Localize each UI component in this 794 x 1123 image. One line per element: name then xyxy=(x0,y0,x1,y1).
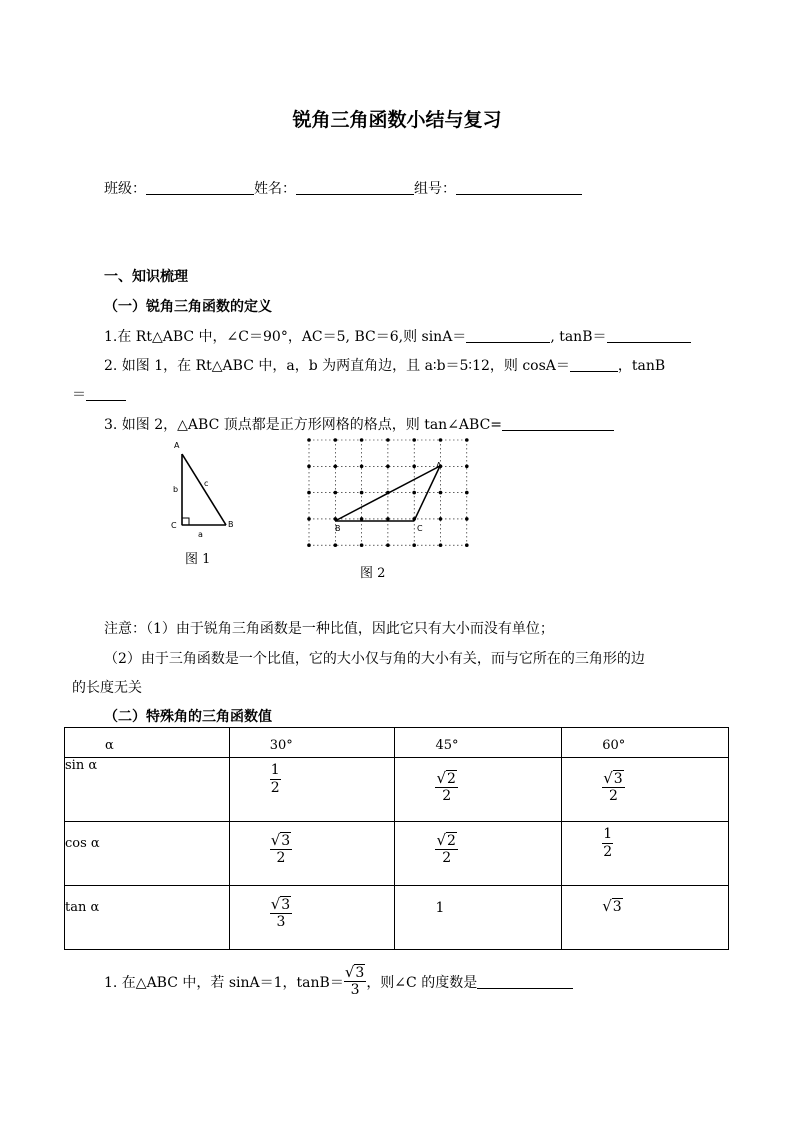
question-1-text: 1.在 Rt△ABC 中，∠C＝90°，AC＝5, BC＝6,则 sinA＝ xyxy=(104,329,467,345)
exercise-1-pre: 1. 在△ABC 中，若 sinA＝1，tanB＝ xyxy=(104,974,344,991)
sin60-rad: 3 xyxy=(613,771,623,787)
fig1-label-c-side: c xyxy=(204,479,209,488)
fig2-label-b: B xyxy=(335,524,341,533)
question-2-cont xyxy=(72,384,126,404)
row-label-sin: sin α xyxy=(65,758,230,822)
fig2-label-a: A xyxy=(436,461,442,470)
grid-point xyxy=(465,491,469,495)
table-row xyxy=(65,758,729,822)
page-title: 锐角三角函数小结与复习 xyxy=(292,109,502,131)
angle-c-blank[interactable] xyxy=(477,974,573,989)
grid-point xyxy=(412,438,416,442)
cosa-blank[interactable] xyxy=(570,357,618,372)
grid-point xyxy=(334,491,338,495)
tan60-rad: 3 xyxy=(612,899,622,915)
tan30-den: 3 xyxy=(276,914,286,930)
fig1-label-a-vertex: A xyxy=(174,441,180,450)
exercise-1-post: ，则∠C 的度数是 xyxy=(366,974,478,991)
sin60-den: 2 xyxy=(609,788,618,804)
question-1 xyxy=(104,326,691,346)
fig2-label-c: C xyxy=(417,524,423,533)
grid-point xyxy=(334,438,338,442)
tanb-2-blank[interactable] xyxy=(86,386,126,401)
question-3 xyxy=(104,414,614,434)
grid-point xyxy=(386,543,390,547)
sin-60-cell: √ 3 2 xyxy=(562,758,729,822)
grid-point xyxy=(465,517,469,521)
grid-point xyxy=(386,438,390,442)
grid-point xyxy=(360,438,364,442)
grid-point xyxy=(465,543,469,547)
tan-45-cell: 1 xyxy=(395,886,562,950)
group-label: 组号： xyxy=(414,181,456,197)
question-2 xyxy=(104,355,665,375)
fig1-label-b-side: b xyxy=(173,485,179,494)
note-2-cont: 的长度无关 xyxy=(72,680,142,696)
tan-60-cell: √ 3 xyxy=(562,886,729,950)
table-header-row xyxy=(65,728,729,758)
grid-point xyxy=(386,465,390,469)
grid-point xyxy=(307,517,311,521)
grid-point xyxy=(439,491,443,495)
grid-point xyxy=(360,491,364,495)
sin45-rad: 2 xyxy=(447,771,456,787)
cos45-den: 2 xyxy=(442,850,452,866)
note-2: （2）由于三角函数是一个比值，它的大小仅与角的大小有关，而与它所在的三角形的边 xyxy=(104,651,645,667)
subsection-definition: （一）锐角三角函数的定义 xyxy=(104,299,272,315)
question-3-text: 3. 如图 2，△ABC 顶点都是正方形网格的格点，则 tan∠ABC= xyxy=(104,417,503,433)
grid-point xyxy=(439,438,443,442)
grid-point xyxy=(439,543,443,547)
tan-30-cell: √ 3 3 xyxy=(229,886,395,950)
grid-point xyxy=(439,517,443,521)
exercise-frac-den: 3 xyxy=(350,982,360,998)
sin30-den: 2 xyxy=(270,780,280,796)
row-label-cos: cos α xyxy=(65,822,230,886)
group-blank[interactable] xyxy=(456,180,582,195)
grid-point xyxy=(465,438,469,442)
grid-point xyxy=(334,465,338,469)
grid-point xyxy=(412,465,416,469)
header-60: 60° xyxy=(562,728,729,758)
sin30-num: 1 xyxy=(270,762,280,778)
table-row xyxy=(65,822,729,886)
tan-abc-blank[interactable] xyxy=(502,416,614,431)
grid-point xyxy=(307,438,311,442)
sin-45-cell: √ 2 2 xyxy=(395,758,562,822)
table-row xyxy=(65,886,729,950)
section-heading: 一、知识梳理 xyxy=(104,269,188,285)
grid-point xyxy=(360,517,364,521)
grid-point xyxy=(307,543,311,547)
question-2-text: 2. 如图 1，在 Rt△ABC 中，a，b 为两直角边，且 a∶b＝5∶12，则 cosA＝ xyxy=(104,358,570,374)
grid-point xyxy=(307,465,311,469)
figure-1-triangle xyxy=(160,436,250,540)
cos30-rad: 3 xyxy=(281,833,291,849)
grid-point xyxy=(386,517,390,521)
note-1: 注意：（1）由于锐角三角函数是一种比值，因此它只有大小而没有单位； xyxy=(104,621,554,637)
cos45-rad: 2 xyxy=(447,833,456,849)
name-blank[interactable] xyxy=(296,180,414,195)
grid-point xyxy=(465,465,469,469)
special-angle-table xyxy=(64,727,729,950)
cos-45-cell: √ 2 2 xyxy=(395,822,562,886)
subsection-special-angles: （二）特殊角的三角函数值 xyxy=(104,709,272,725)
question-2-cont-text: ＝ xyxy=(72,387,86,403)
cos-30-cell: √ 3 2 xyxy=(229,822,395,886)
fig1-label-c-vertex: C xyxy=(171,521,177,530)
cos30-den: 2 xyxy=(276,850,286,866)
header-alpha: α xyxy=(65,728,230,758)
header-45: 45° xyxy=(395,728,562,758)
question-1-mid: , tanB＝ xyxy=(550,329,607,345)
sina-blank[interactable] xyxy=(466,328,550,343)
cos60-num: 1 xyxy=(603,826,613,842)
figure-2-grid-triangle xyxy=(300,434,478,554)
exercise-1: 1. 在△ABC 中，若 sinA＝1，tanB＝ √ 3 3 ，则∠C 的度数是 xyxy=(104,964,573,999)
grid-point xyxy=(307,491,311,495)
tan30-rad: 3 xyxy=(281,897,291,913)
sin45-den: 2 xyxy=(442,788,452,804)
grid-point xyxy=(334,543,338,547)
grid-point xyxy=(360,465,364,469)
name-label: 姓名： xyxy=(254,181,296,197)
figure-2-caption: 图 2 xyxy=(360,566,386,581)
cos60-den: 2 xyxy=(603,844,613,860)
question-2-mid: ，tanB xyxy=(617,358,666,374)
cos-60-cell xyxy=(562,822,729,886)
grid-point xyxy=(360,543,364,547)
exercise-frac-rad: 3 xyxy=(355,965,365,981)
class-label: 班级： xyxy=(104,181,146,197)
grid-point xyxy=(412,543,416,547)
student-info-line xyxy=(104,178,582,198)
grid-point xyxy=(412,491,416,495)
tanb-blank[interactable] xyxy=(607,328,691,343)
row-label-tan: tan α xyxy=(65,886,230,950)
figure-1-caption: 图 1 xyxy=(185,552,211,567)
header-30: 30° xyxy=(229,728,395,758)
fig1-label-b-vertex: B xyxy=(228,520,234,529)
class-blank[interactable] xyxy=(146,180,254,195)
fig1-label-a-side: a xyxy=(198,530,203,539)
sin-30-cell xyxy=(229,758,395,822)
